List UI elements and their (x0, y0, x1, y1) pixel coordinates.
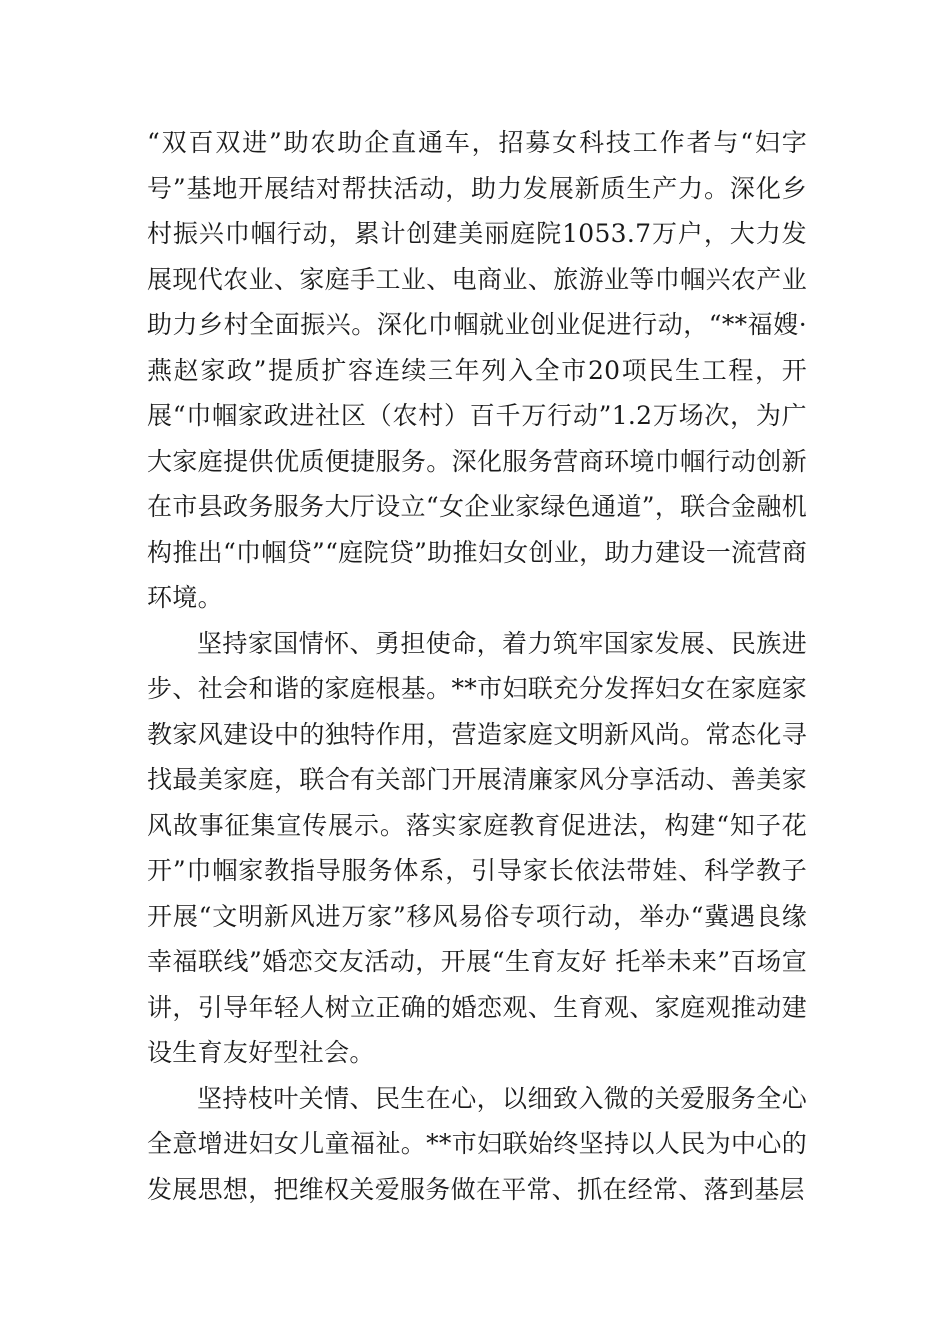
paragraph-family-values: 坚持家国情怀、勇担使命，着力筑牢国家发展、民族进步、社会和谐的家庭根基。**市妇联充分发挥妇女在家庭家教家风建设中的独特作用，营造家庭文明新风尚。常态化寻找最美家庭，联合有关部门开展清廉家风分享活动、善美家风故事征集宣传展示。落实家庭教育促进法，构建“知子花开”巾帼家教指导服务体系，引导家长依法带娃、科学教子开展“文明新风进万家”移风易俗专项行动，举办“冀遇良缘 幸福联线”婚恋交友活动，开展“生育友好 托举未来”百场宣讲，引导年轻人树立正确的婚恋观、生育观、家庭观推动建设生育友好型社会。 (147, 628, 807, 1067)
paragraph-rural-and-business-support: “双百双进”助农助企直通车，招募女科技工作者与“妇字号”基地开展结对帮扶活动，助力发展新质生产力。深化乡村振兴巾帼行动，累计创建美丽庭院1053.7万户，大力发展现代农业、家庭手工业、电商业、旅游业等巾帼兴农产业助力乡村全面振兴。深化巾帼就业创业促进行动，“**福嫂·燕赵家政”提质扩容连续三年列入全市20项民生工程，开展“巾帼家政进社区（农村）百千万行动”1.2万场次，为广大家庭提供优质便捷服务。深化服务营商环境巾帼行动创新在市县政务服务大厅设立“女企业家绿色通道”，联合金融机构推出“巾帼贷”“庭院贷”助推妇女创业，助力建设一流营商环境。 (147, 128, 807, 612)
document-body (147, 120, 807, 1212)
paragraph-women-children-welfare: 坚持枝叶关情、民生在心，以细致入微的关爱服务全心全意增进妇女儿童福祉。**市妇联始终坚持以人民为中心的发展思想，把维权关爱服务做在平常、抓在经常、落到基层 (147, 1083, 807, 1204)
